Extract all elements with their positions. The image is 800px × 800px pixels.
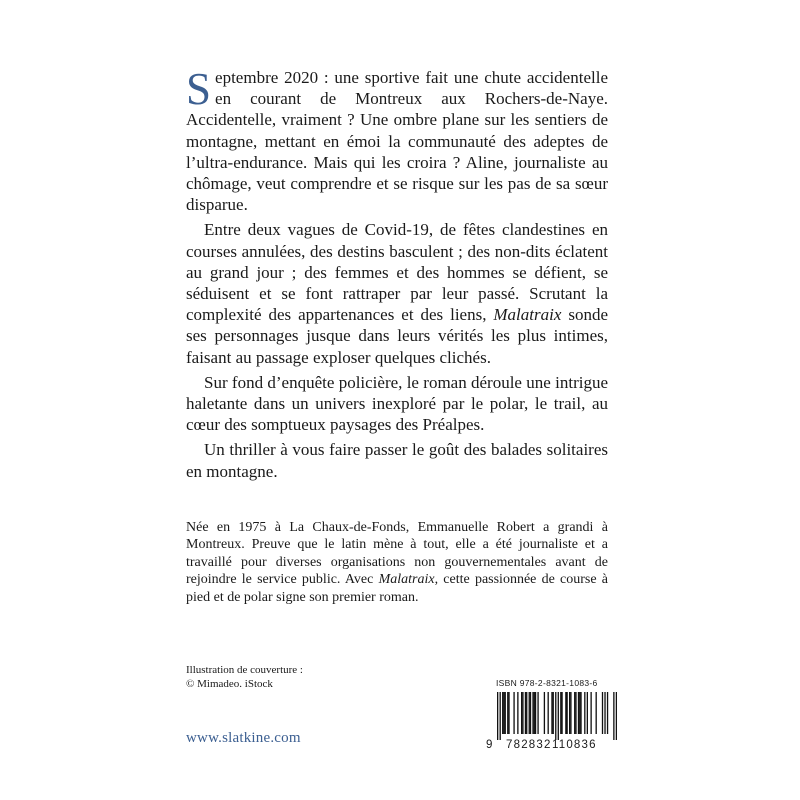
barcode-bar xyxy=(503,692,504,734)
illustration-credit xyxy=(186,663,386,691)
barcode-bar xyxy=(529,692,530,734)
barcode-bar xyxy=(530,692,531,734)
barcode-bar xyxy=(590,692,591,734)
barcode-bar xyxy=(544,692,545,734)
barcode-bar xyxy=(502,692,503,734)
barcode-image xyxy=(497,692,617,740)
synopsis-paragraph-1-text: eptembre 2020 : une sportive fait une chute accidentelle en courant de Montreux aux Rochers-de-Naye. Accidentelle, vraiment ? Une ombre plane sur les sentiers de montagne, mettant en émoi la communauté des adeptes de l’ultra-endurance. Mais qui les croira ? Aline, journaliste au chômage, veut comprendre et se risque sur les pas de sa sœur disparue. xyxy=(186,68,608,215)
barcode-bar xyxy=(497,692,498,740)
barcode-right-digits: 110836 xyxy=(552,739,597,751)
synopsis-paragraph-4: Un thriller à vous faire passer le goût des balades solitaires en montagne. xyxy=(186,440,608,481)
barcode-bar xyxy=(587,692,588,734)
barcode-bar xyxy=(578,692,579,734)
barcode-bar xyxy=(507,692,508,734)
book-title-italic: Malatraix xyxy=(378,572,435,588)
barcode-left-digits: 782832 xyxy=(506,739,552,751)
barcode-bar xyxy=(596,692,597,734)
barcode-bar xyxy=(602,692,603,734)
barcode-bar xyxy=(570,692,571,734)
barcode-bar xyxy=(580,692,581,734)
barcode-bar xyxy=(566,692,567,734)
barcode-bar xyxy=(607,692,608,734)
synopsis-paragraph-2 xyxy=(186,219,608,367)
author-bio-paragraph xyxy=(186,519,608,606)
barcode-bar xyxy=(616,692,617,740)
author-bio-text-a: Née en 1975 à La Chaux-de-Fonds, Emmanuelle Robert a grandi à Montreux. Preuve que le latin mène à tout, elle a été journaliste et a travaillé pour diverses organisations non gouvernementales avant de rejoindre le service public. Avec xyxy=(186,520,608,588)
author-bio xyxy=(186,519,608,606)
back-cover-synopsis xyxy=(186,64,608,486)
barcode-bar xyxy=(613,692,614,740)
barcode-bar xyxy=(584,692,585,734)
barcode-lead-digit: 9 xyxy=(486,739,494,751)
publisher-website[interactable]: www.slatkine.com xyxy=(186,730,301,746)
barcode-bar xyxy=(574,692,575,734)
author-bio-text-b: , cette passionnée de course à pied et de polar signe son premier roman. xyxy=(186,572,608,605)
barcode-bar xyxy=(555,692,556,740)
barcode-bar xyxy=(553,692,554,734)
barcode-bar xyxy=(534,692,535,734)
barcode-bar xyxy=(537,692,538,734)
barcode-bar xyxy=(522,692,523,734)
barcode-bar xyxy=(535,692,536,734)
barcode-bar xyxy=(525,692,526,734)
barcode-bar xyxy=(513,692,514,734)
barcode-bar xyxy=(579,692,580,734)
barcode-bar xyxy=(532,692,533,734)
synopsis-paragraph-2-text-a: Entre deux vagues de Covid-19, de fêtes clandestines en courses annulées, des destins basculent ; des non-dits éclatent au grand jour ; des femmes et des hommes se défient, se séduisent et se font rattraper par leur passé. Scrutant la complexité des appartenances et des liens, xyxy=(186,220,608,325)
barcode-bar xyxy=(508,692,509,734)
barcode-bar xyxy=(560,692,561,734)
barcode-bar xyxy=(526,692,527,734)
synopsis-paragraph-2-text-b: sonde ses personnages jusque dans leurs vérités les plus intimes, faisant au passage exploser quelques clichés. xyxy=(186,305,608,367)
barcode-bar xyxy=(569,692,570,734)
isbn-label: ISBN 978-2-8321-1083-6 xyxy=(496,678,598,688)
barcode-bar xyxy=(575,692,576,734)
drop-cap: S xyxy=(186,64,212,114)
barcode-bar xyxy=(551,692,552,734)
barcode-bar xyxy=(521,692,522,734)
barcode-bar xyxy=(548,692,549,734)
barcode-bar xyxy=(604,692,605,734)
barcode-bar xyxy=(565,692,566,734)
synopsis-paragraph-3: Sur fond d’enquête policière, le roman déroule une intrigue haletante dans un univers inexploré par le polar, le trail, au cœur des somptueux paysages des Préalpes. xyxy=(186,372,608,435)
barcode-bar xyxy=(517,692,518,734)
barcode-bar xyxy=(558,692,559,740)
credit-line-1: Illustration de couverture : xyxy=(186,664,303,676)
barcode-bar xyxy=(500,692,501,740)
credit-line-2: © Mimadeo. iStock xyxy=(186,678,273,690)
barcode-bar xyxy=(505,692,506,734)
synopsis-paragraph-1 xyxy=(186,64,608,215)
book-title-italic: Malatraix xyxy=(493,305,562,325)
barcode-bar xyxy=(561,692,562,734)
